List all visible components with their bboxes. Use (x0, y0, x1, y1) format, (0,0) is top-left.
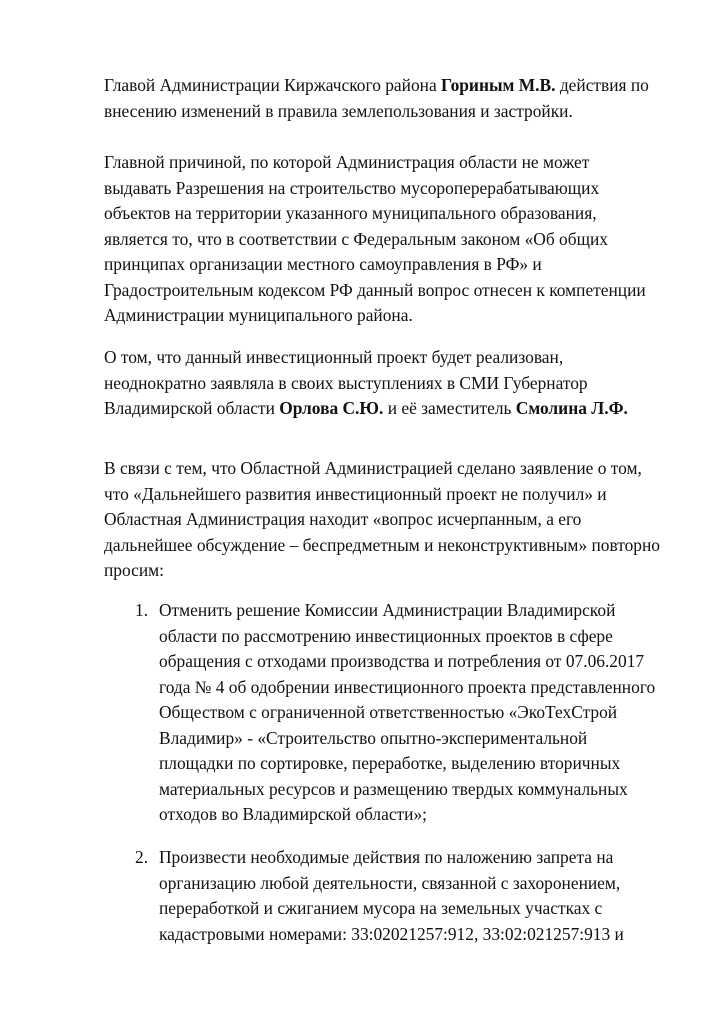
bold-name-gorin: Гориным М.В. (441, 75, 556, 95)
text-line (104, 396, 664, 422)
paragraph-4 (104, 456, 664, 584)
text-line: Владимир» - «Строительство опытно-экспериментальной (159, 727, 588, 748)
text-line: О том, что данный инвестиционный проект будет реализован, (104, 347, 564, 367)
text-line: отходов во Владимирской области»; (159, 804, 427, 824)
text-line: Администрации муниципального района. (104, 305, 413, 325)
list-number: 1. (135, 600, 149, 620)
text-line: организацию любой деятельности, связанной с захоронением, (159, 872, 621, 893)
bold-name-smolina: Смолина Л.Ф. (515, 398, 628, 418)
text-run: внесению изменений в правила землепользования и застройки. (104, 100, 573, 121)
text-line: площадки по сортировке, переработке, выделению вторичных (159, 753, 621, 773)
text-line: принципах организации местного самоуправления в РФ» и (104, 254, 542, 274)
text-line: что «Дальнейшего развития инвестиционный проект не получил» и (104, 483, 607, 504)
text-line: кадастровыми номерами: 33:02021257:912, 33:02:021257:913 и (159, 923, 624, 944)
text-line: Отменить решение Комиссии Администрации Владимирской (159, 600, 616, 620)
text-run: Владимирской области (104, 398, 280, 418)
paragraph-1 (104, 73, 664, 124)
text-line: Произвести необходимые действия по наложению запрета на (159, 847, 614, 867)
text-line (104, 99, 664, 125)
text-line: материальных ресурсов и размещению твердых коммунальных (159, 778, 628, 799)
text-line: переработкой и сжиганием мусора на земельных участках с (159, 898, 603, 918)
text-line: Областная Администрация находит «вопрос исчерпанным, а его (104, 509, 582, 529)
text-line: Обществом с ограниченной ответственностью «ЭкоТехСтрой (159, 702, 618, 722)
list-item-text (159, 845, 679, 947)
bold-name-orlova: Орлова С.Ю. (279, 398, 384, 418)
text-line: Главной причиной, по которой Администрация области не может (104, 152, 590, 172)
paragraph-3 (104, 345, 664, 422)
list-number: 2. (135, 847, 149, 867)
text-run: и её заместитель (383, 398, 516, 418)
text-line: неоднократно заявляла в своих выступлениях в СМИ Губернатор (104, 372, 588, 393)
text-line (104, 73, 664, 99)
list-item-text (159, 598, 679, 828)
text-line: области по рассмотрению инвестиционных проектов в сфере (159, 625, 613, 646)
text-line: Градостроительным кодексом РФ данный вопрос отнесен к компетенции (104, 279, 646, 300)
text-line: просим: (104, 560, 164, 580)
paragraph-2 (104, 150, 664, 329)
text-line: обращения с отходами производства и потребления от 07.06.2017 (159, 651, 645, 671)
text-run: действия по (555, 75, 649, 95)
text-line: объектов на территории указанного муниципального образования, (104, 203, 597, 223)
text-run: Главой Администрации Киржачского района (104, 75, 442, 95)
text-line: является то, что в соответствии с Федеральным законом «Об общих (104, 228, 608, 249)
text-line: выдавать Разрешения на строительство мусороперерабатывающих (104, 177, 600, 198)
text-line: В связи с тем, что Областной Администрацией сделано заявление о том, (104, 458, 642, 478)
text-line: года № 4 об одобрении инвестиционного проекта представленного (159, 676, 656, 697)
text-line: дальнейшее обсуждение – беспредметным и неконструктивным» повторно (104, 534, 660, 555)
